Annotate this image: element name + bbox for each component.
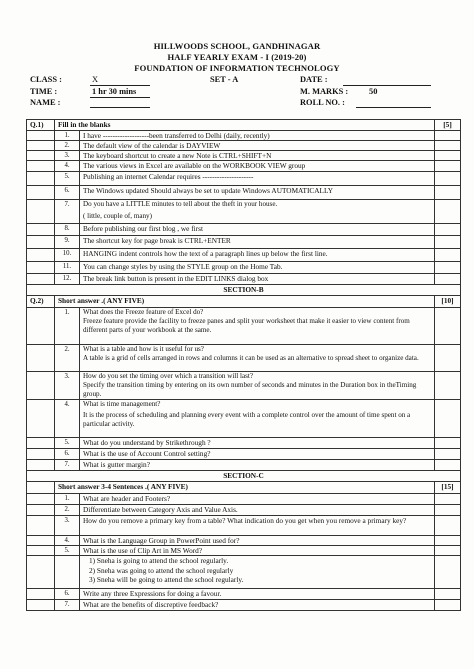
table-row [27, 438, 461, 449]
class-value: X [92, 75, 99, 84]
item-number: 1. [55, 308, 80, 345]
table-row [27, 546, 461, 556]
item-text [80, 308, 435, 345]
item-text: You can change styles by using the STYLE group on the Home Tab. [80, 262, 435, 274]
table-row [27, 536, 461, 546]
date-label: DATE : [300, 75, 328, 84]
item-text: Differentiate between Category Axis and Value Axis. [80, 505, 435, 516]
set-label: SET - A [210, 75, 239, 84]
question-text: How do you set the timing over which a transition will last? [83, 372, 254, 380]
item-text: Before publishing our first blog , we first [80, 224, 435, 236]
item-text: What do you understand by Strikethrough ? [80, 438, 435, 449]
answer-text: Freeze feature provide the facility to freeze panes and split your worksheet that make it easier to view content from different parts of your workbook at the same. [83, 316, 410, 334]
table-row [27, 345, 461, 372]
item-number: 2. [55, 505, 80, 516]
item-text: What are the benefits of discreptive feedback? [80, 600, 435, 611]
option-item: 2) Sneha was going to attend the school regularly [89, 565, 234, 575]
marks-value: 50 [369, 87, 378, 96]
item-number: 2. [55, 141, 80, 151]
item-number: 7. [55, 600, 80, 611]
options-row [27, 556, 461, 589]
item-number: 1. [55, 131, 80, 141]
item-text: The various views in Excel are available on the WORKBOOK VIEW group [80, 161, 435, 172]
table-row [27, 308, 461, 345]
answer-text: Specify the transition timing by entering on its own number of seconds and minutes in the Duration box in theTiming group. [83, 380, 417, 398]
section-row [27, 285, 461, 296]
date-underline [343, 85, 431, 86]
name-label: NAME : [30, 98, 61, 107]
item-number: 6. [55, 589, 80, 600]
q1-number: Q.1) [27, 120, 55, 131]
q2-marks: [10] [435, 296, 461, 308]
item-text: How do you remove a primary key from a table? What indication do you get when you remove a primary key? [80, 516, 435, 536]
item-number: 5. [55, 546, 80, 556]
section-c-title: SECTION-C [27, 471, 461, 482]
roll-underline [356, 107, 431, 108]
question-text: What is a table and how is it useful for us? [83, 345, 204, 353]
item-text: What is gutter margin? [80, 460, 435, 471]
class-underline [90, 85, 150, 86]
answer-text: A table is a grid of cells arranged in rows and columns it can be used as an alternative to spread sheet to organize data. [83, 353, 419, 362]
q1-marks: [5] [435, 120, 461, 131]
item-number: 3. [55, 516, 80, 536]
item-text: What is the use of Account Control setting? [80, 449, 435, 460]
q1-title: Fill in the blanks [55, 120, 435, 131]
table-row [27, 262, 461, 274]
option-item: 1) Sneha is going to attend the school regularly. [89, 556, 229, 565]
table-row [27, 400, 461, 438]
class-label: CLASS : [30, 75, 62, 84]
item-text: HANGING indent controls how the text of a paragraph lines up below the first line. [80, 249, 435, 262]
item-number: 8. [55, 224, 80, 236]
roll-label: ROLL NO. : [300, 98, 345, 107]
q3-header-row [27, 482, 461, 494]
item-text [80, 372, 435, 400]
table-row [27, 494, 461, 505]
answer-text: It is the process of scheduling and planning every event with a complete control over the amount of time spent on a particular activity. [83, 410, 411, 428]
table-row [27, 516, 461, 536]
table-row [27, 151, 461, 161]
item-number: 5. [55, 438, 80, 449]
q2-number: Q.2) [27, 296, 55, 308]
school-name: HILLWOODS SCHOOL, GANDHINAGAR [153, 41, 321, 51]
item-text [80, 345, 435, 372]
table-row [27, 460, 461, 471]
exam-title: HALF YEARLY EXAM - I (2019-20) [167, 52, 307, 62]
item-text: The shortcut key for page break is CTRL+ENTER [80, 236, 435, 249]
item-number: 6. [55, 449, 80, 460]
item-text: What are header and Footers? [80, 494, 435, 505]
q2-header-row [27, 296, 461, 308]
item-number: 9. [55, 236, 80, 249]
table-row [27, 186, 461, 200]
item-number: 6. [55, 186, 80, 200]
item-text [80, 400, 435, 438]
item-number: 5. [55, 172, 80, 186]
time-value: 1 hr 30 mins [92, 87, 137, 96]
options-list [80, 556, 435, 589]
question-text: What does the Freeze feature of Excel do? [83, 308, 204, 316]
item-number: 4. [55, 536, 80, 546]
question-text: What is time management? [83, 400, 161, 408]
table-row [27, 505, 461, 516]
table-row [27, 589, 461, 600]
item-number: 7. [55, 460, 80, 471]
table-row [27, 224, 461, 236]
item-number: 3. [55, 372, 80, 400]
table-row [27, 161, 461, 172]
table-row [27, 200, 461, 224]
item-number: 4. [55, 400, 80, 438]
table-row [27, 236, 461, 249]
item-text: What is the Language Group in PowerPoint used for? [80, 536, 435, 546]
q2-title: Short answer .( ANY FIVE) [55, 296, 435, 308]
time-label: TIME : [30, 87, 58, 96]
item-text-line1: Do you have a LITTLE minutes to tell about the theft in your house. [83, 200, 278, 208]
q3-title: Short answer 3-4 Sentences .( ANY FIVE) [55, 482, 435, 494]
time-underline [90, 97, 150, 98]
item-text: Write any three Expressions for doing a favour. [80, 589, 435, 600]
question-table [26, 119, 461, 611]
table-row [27, 172, 461, 186]
item-number: 7. [55, 200, 80, 224]
item-number: 4. [55, 161, 80, 172]
item-number: 1. [55, 494, 80, 505]
item-text: The default view of the calendar is DAYVIEW [80, 141, 435, 151]
item-number: 11. [55, 262, 80, 274]
item-number: 3. [55, 151, 80, 161]
item-text: The keyboard shortcut to create a new Note is CTRL+SHIFT+N [80, 151, 435, 161]
table-row [27, 600, 461, 611]
table-row [27, 131, 461, 141]
item-number: 12. [55, 274, 80, 285]
q1-header-row [27, 120, 461, 131]
name-underline [90, 107, 150, 108]
item-text: Publishing an internet Calendar requires --------------------- [80, 172, 435, 186]
table-row [27, 274, 461, 285]
option-item: 3) Sneha will be going to attend the school regularly. [89, 575, 244, 584]
table-row [27, 141, 461, 151]
section-row [27, 471, 461, 482]
table-row [27, 249, 461, 262]
item-text: I have -------------------been transferred to Delhi (daily, recently) [80, 131, 435, 141]
item-text [80, 200, 435, 224]
item-text: The Windows updated Should always be set to update Windows AUTOMATICALLY [80, 186, 435, 200]
q3-marks: [15] [435, 482, 461, 494]
item-text: What is the use of Clip Art in MS Word? [80, 546, 435, 556]
item-number: 10. [55, 249, 80, 262]
item-number: 2. [55, 345, 80, 372]
section-b-title: SECTION-B [27, 285, 461, 296]
item-options: ( little, couple of, many) [83, 211, 152, 220]
item-text: The break link button is present in the EDIT LINKS dialog box [80, 274, 435, 285]
table-row [27, 372, 461, 400]
marks-label: M. MARKS : [300, 87, 349, 96]
table-row [27, 449, 461, 460]
subject-title: FOUNDATION OF INFORMATION TECHNOLOGY [134, 63, 340, 73]
